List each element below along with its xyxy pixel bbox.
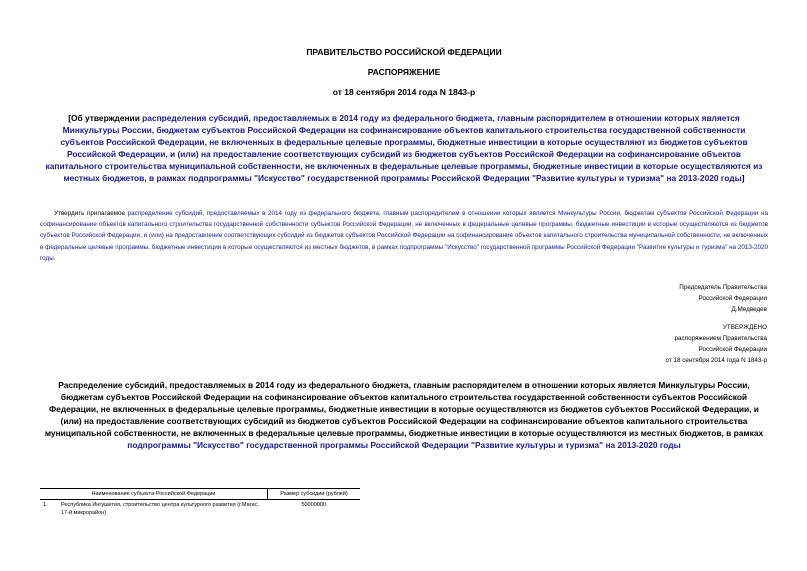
row-amount: 50000000 (301, 502, 326, 508)
document-type-heading: РАСПОРЯЖЕНИЕ (367, 67, 441, 77)
annex-title (40, 379, 768, 451)
title-open-bracket: [Об утверждении (68, 113, 143, 123)
body-suffix: . (53, 254, 56, 262)
signature-name: Д.Медведев (731, 306, 767, 313)
table-row (40, 500, 360, 519)
signature-block (679, 282, 767, 315)
body-link[interactable]: распределение субсидий, предоставляемых в 2014 году из федерального бюджета, главным распорядителем в отношении которых является Минкультуры России, бюджетам субъектов Российской Федерации на софинансирование объектов капитального строительства государственной собственности субъектов Российской Федерации, не включенных в федеральные целевые программы, бюджетные инвестиции в которые осуществляются из бюджетов субъектов Российской Федерации, и (или) на предоставление соответствующих субсидий из бюджетов субъектов Российской Федерации на софинансирование объектов капитального строительства муниципальной собственности, не включенных в федеральные целевые программы, бюджетные инвестиции в которые осуществляются из местных бюджетов, в рамках подпрограммы "Искусство" государственной программы Российской Федерации "Развитие культуры и туризма" на 2013-2020 годы (40, 210, 768, 262)
approval-block (666, 322, 767, 366)
column-header-amount: Размер субсидии (рублей) (280, 491, 348, 497)
title-link[interactable]: распределения субсидий, предоставляемых в 2014 году из федерального бюджета, главным распорядителем в отношении которых является Минкультуры России, бюджетам субъектов Российской Федерации на софинансирование объектов капитального строительства государственной собственности субъектов Российской Федерации, не включенных в федеральные целевые программы, бюджетные инвестиции в которые осуществляют из бюджетов субъектов Российской Федерации, и (или) на предоставление соответствующих субсидий из бюджетов субъектов Российской Федерации на софинансирование объектов капитального строительства муниципальной собственности, не включенных в федеральные целевые программы, бюджетные инвестиции в которые осуществляются из местных бюджетов, в рамках подпрограммы "Искусство" государственной программы Российской Федерации "Развитие культуры и туризма" на 2013-2020 годы (45, 113, 763, 183)
row-region: Республика Ингушетия, строительство центра культурного развития (г.Магас, 17-й микрорайон) (61, 502, 259, 516)
document-date: от 18 сентября 2014 года N 1843-р (332, 87, 476, 97)
body-prefix: Утвердить прилагаемое (54, 210, 128, 217)
table-header-row (40, 489, 360, 500)
document-title (40, 112, 768, 184)
signature-position: Председатель Правительства (679, 284, 767, 291)
decree-body (40, 208, 768, 264)
approval-country: Российской Федерации (698, 346, 767, 353)
approval-label: УТВЕРЖДЕНО (722, 324, 767, 331)
government-heading: ПРАВИТЕЛЬСТВО РОССИЙСКОЙ ФЕДЕРАЦИИ (306, 47, 502, 57)
row-number: 1. (43, 502, 48, 508)
title-close-bracket: ] (741, 173, 745, 183)
signature-country: Российской Федерации (698, 295, 767, 302)
annex-title-link[interactable]: подпрограммы "Искусство" государственной программы Российской Федерации "Развитие культуры и туризма" на 2013-2020 годы (127, 440, 681, 450)
approval-date: от 18 сентября 2014 года N 1843-р (665, 357, 767, 364)
column-header-region: Наименование субъекта Российской Федерации (40, 489, 268, 500)
approval-authority: распоряжением Правительства (674, 335, 767, 342)
annex-title-text: Распределение субсидий, предоставляемых в 2014 году из федерального бюджета, главным распорядителем в отношении которых является Минкультуры России, бюджетам субъектов Российской Федерации на софинансирование объектов капитального строительства государственной собственности субъектов Российской Федерации, не включенных в федеральные целевые программы, бюджетные инвестиции в которые осуществляются из бюджетов субъектов Российской Федерации, и (или) на предоставление соответствующих субсидий из бюджетов субъектов Российской Федерации на софинансирование объектов капитального строительства муниципальной собственности, не включенных в федеральные целевые программы, бюджетные инвестиции в которые осуществляются из местных бюджетов, в рамках (44, 380, 764, 438)
subsidy-table (40, 488, 360, 518)
